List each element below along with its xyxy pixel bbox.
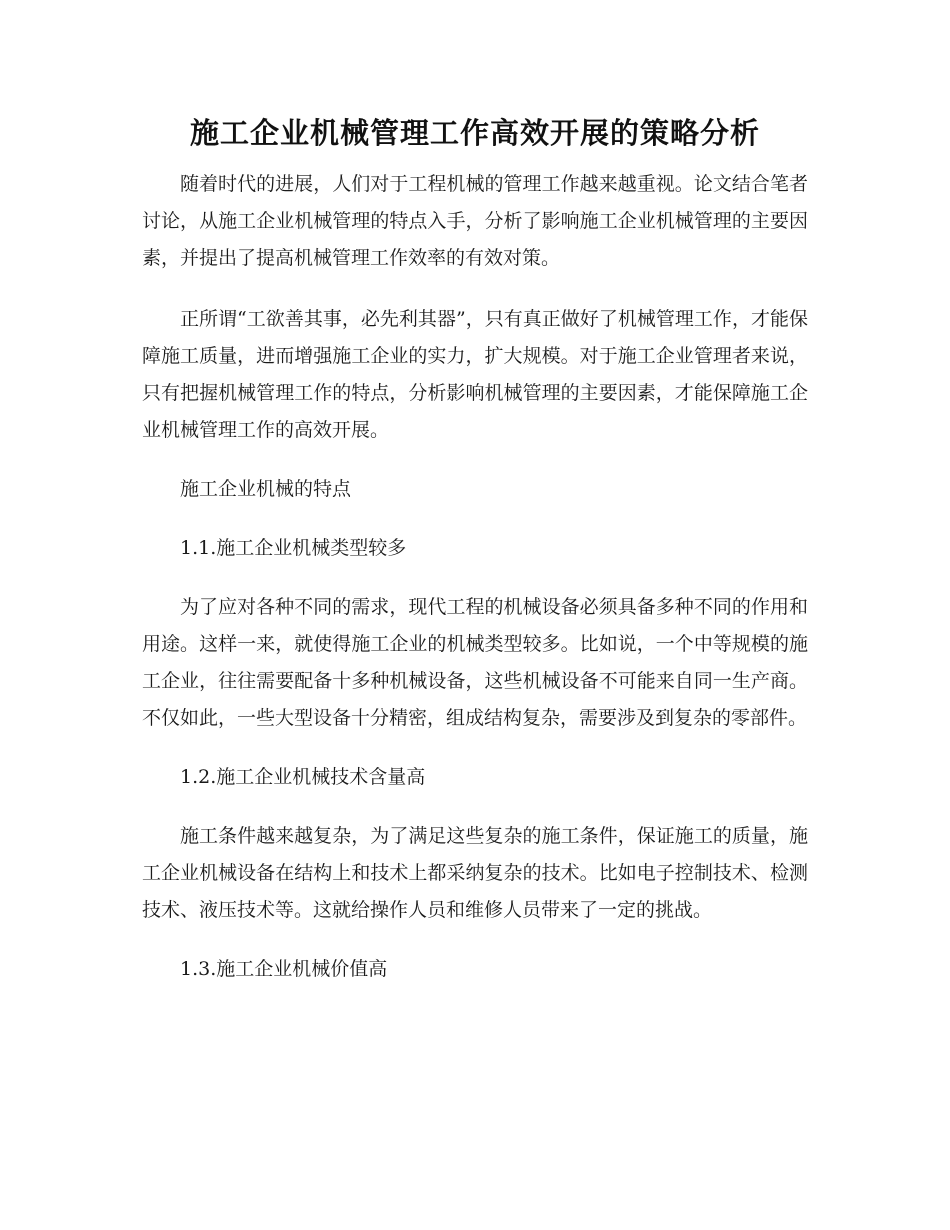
intro-paragraph: 正所谓“工欲善其事，必先利其器”，只有真正做好了机械管理工作，才能保障施工质量，进而增强施工企业的实力，扩大规模。对于施工企业管理者来说，只有把握机械管理工作的特点，分析影响机械管理的主要因素，才能保障施工企业机械管理工作的高效开展。 (142, 308, 808, 441)
document-content (142, 112, 808, 1010)
subsection-body-1-2: 施工条件越来越复杂，为了满足这些复杂的施工条件，保证施工的质量，施工企业机械设备在结构上和技术上都采纳复杂的技术。比如电子控制技术、检测技术、液压技术等。这就给操作人员和维修人员带来了一定的挑战。 (142, 825, 808, 921)
subsection-heading-1-2: 1.2.施工企业机械技术含量高 (180, 766, 426, 788)
section-heading-features: 施工企业机械的特点 (180, 478, 352, 500)
document-title: 施工企业机械管理工作高效开展的策略分析 (189, 116, 760, 150)
subsection-heading-1-1: 1.1.施工企业机械类型较多 (180, 537, 407, 559)
subsection-body-1-1: 为了应对各种不同的需求，现代工程的机械设备必须具备多种不同的作用和用途。这样一来，就使得施工企业的机械类型较多。比如说，一个中等规模的施工企业，往往需要配备十多种机械设备，这些机械设备不可能来自同一生产商。不仅如此，一些大型设备十分精密，组成结构复杂，需要涉及到复杂的零部件。 (142, 596, 808, 729)
subsection-heading-1-3: 1.3.施工企业机械价值高 (180, 958, 388, 980)
abstract-paragraph: 随着时代的进展，人们对于工程机械的管理工作越来越重视。论文结合笔者讨论，从施工企业机械管理的特点入手，分析了影响施工企业机械管理的主要因素，并提出了提高机械管理工作效率的有效对策。 (142, 173, 808, 269)
